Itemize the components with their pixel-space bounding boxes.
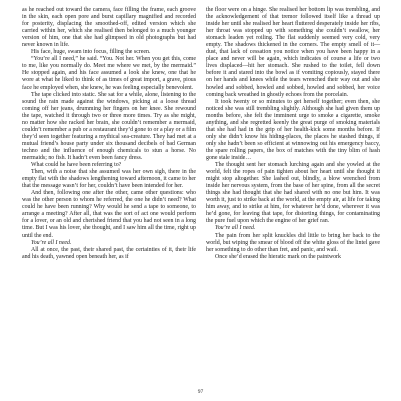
paragraph: as he reached out toward the camera, face filling the frame, each groove in the skin, each open pore and burst capillary magnified and recorded for posterity, displacing the smoothed-off, edited version which she carried within her, which she realised then belonged to a much younger version of him, one that she had glimpsed in old photographs but had never known in life. xyxy=(22,7,196,49)
paragraph: It took twenty or so minutes to get herself together; even then, she noticed she was still trembling slightly. Although she had given them up months before, she felt the imminent urge to smoke a cigarette, smoke anything, and she regretted keenly the great purge of smoking materials that she had had in the grip of her health-kick some months before. If only she didn’t know his hiding-places, the places he stashed things, if only she hadn’t been so efficient at winnowing out his emergency baccy, the spare rolling papers, the box of matches with the tiny blim of hash gone stale inside… xyxy=(206,98,380,161)
paragraph: The pain from her split knuckles did little to bring her back to the world, but wiping the smear of blood off the white gloss of the lintel gave her something to do other than fret, and panic, and wail. xyxy=(206,232,380,253)
paragraph: You’re all I need. xyxy=(31,239,72,246)
paragraph: the floor were on a hinge. She realised her bottom lip was trembling, and the acknowledgement of that tremor followed itself like a thread up inside her until she realised her heart fluttered desperately inside her ribs, her throat was stopped up with something she couldn’t swallow, her stomach leaden yet roiling. The flat suddenly seemed very cold, very empty. The shadows thickened in the corners. The empty smell of it—dust, that lack of cessation you notice when you have been happy in a place and never will be again, which indicates of course a life or two lives displaced—hit her stomach. She rushed to the toilet, fell down before it and stared into the bowl as if vomiting copiously, stayed there on her hands and knees while the tears wrenched their way out and she howled and sobbed, howled and sobbed, howled and sobbed, her voice coming back wreathed in ghostly echoes from the porcelain. xyxy=(206,7,380,98)
paragraph: Once she’d erased the hieratic mark on the paintwork xyxy=(215,253,341,260)
paragraph: And then, following one after the other, came other questions: who was the other person to whom he referred, the one he didn’t need? What could he have been running? Why would he send a tape to someone, to arrange a meeting? After all, that was the sort of act one would perform for a lover, or an old and cherished friend that you had not seen in a long time. But I was his lover, she thought, and I saw him all the time, right up until the end. xyxy=(22,190,196,239)
page-number: 97 xyxy=(197,389,204,395)
paragraph: The thought sent her stomach lurching again and she yowled at the world, felt the ropes of pain tighten about her heart until she thought it might stop altogether. She lashed out, blindly, a blow wrenched from inside her nervous system, from the base of her spine, from all the secret things she had thought that she had shared with no one but him. It was worth it, just to strike back at the world, at the empty air, at life for taking him away, and to strike at him, for whatever he’d done, wherever it was he’d gone, for leaving that tape, for distorting things, for contaminating the pure fuel upon which the engine of her grief ran. xyxy=(206,162,380,225)
paragraph: “You’re all I need,” he said. “You. Not her. When you get this, come to me, like you normally do. Meet me where we met, by the mermaid.” He stopped again, and his face assumed a look she knew, one that he wore at what he liked to think of as times of great import, a grave, pious face he employed when, she knew, he was feeling especially benevolent. xyxy=(22,56,196,91)
paragraph: The tape clicked into static. She sat for a while, alone, listening to the sound the rain made against the windows, picking at a loose thread coming off her jeans, drumming her fingers on her knee. She rewound the tape, watched it through two or three more times. Try as she might, no matter how she racked her brain, she couldn’t remember a mermaid, couldn’t remember a pub or a restaurant they’d gone to or a play or a film they’d seen together featuring a mythical sea-creature. They had met at a mutual friend’s house party under six thousand decibels of bad German techno and the influence of enough chemicals to stun a horse. No mermaids; no fish. It hadn’t even been fancy dress. xyxy=(22,91,196,161)
right-text-column xyxy=(206,7,380,261)
left-text-column xyxy=(22,7,196,261)
paragraph: All at once, the past, their shared past, the certainties of it, their life and his death, yawned open beneath her, as if xyxy=(22,246,196,260)
paragraph: Then, with a noise that she assumed was her own sigh, there in the empty flat with the shadows lengthening toward afternoon, it came to her that the message wasn’t for her, couldn’t have been intended for her. xyxy=(22,169,196,190)
paragraph: You’re all I need. xyxy=(215,225,256,232)
paragraph: What could he have been referring to? xyxy=(31,162,122,169)
paragraph: His face, huge, swam into focus, filling the screen. xyxy=(31,49,151,56)
